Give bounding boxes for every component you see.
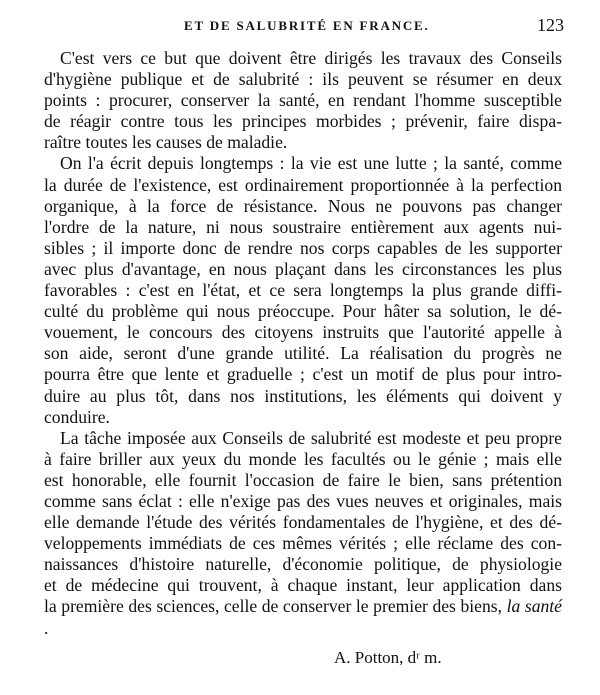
body-text <box>44 48 562 639</box>
text-fragment: la première des sciences, celle de conserver le premier des biens, <box>44 596 503 617</box>
text-line: de réagir contre tous les principes morbides ; prévenir, faire dispa- <box>44 111 562 132</box>
running-head <box>44 15 564 40</box>
text-line: duire au plus tôt, dans nos institutions, les éléments qui doivent y <box>44 385 562 406</box>
text-line: la durée de l'existence, est ordinairement proportionnée à la perfection <box>44 174 562 195</box>
text-line: son aide, seront d'une grande utilité. La réalisation du progrès ne <box>44 343 562 364</box>
text-line: On l'a écrit depuis longtemps : la vie est une lutte ; la santé, comme <box>60 153 562 174</box>
text-line: C'est vers ce but que doivent être dirigés les travaux des Conseils <box>60 48 562 68</box>
text-line: vouement, le concours des citoyens instruits que l'autorité appelle à <box>44 322 562 343</box>
text-line: naissances d'histoire naturelle, d'économie politique, de physiologie <box>44 554 562 575</box>
paragraph-3 <box>44 428 562 639</box>
paragraph-1 <box>44 48 562 153</box>
text-line: conduire. <box>44 406 110 427</box>
text-line: elle demande l'étude des vérités fondamentales de l'hygiène, et des dé- <box>44 512 562 533</box>
text-line: l'ordre de la nature, ni nous soustraire entièrement aux agents nui- <box>44 216 562 237</box>
text-line: à faire briller aux yeux du monde les facultés ou le génie ; mais elle <box>44 448 562 469</box>
text-line: La tâche imposée aux Conseils de salubrité est modeste et peu propre <box>60 427 562 448</box>
author-signature: A. Potton, dʳ m. <box>334 648 442 667</box>
text-line: et de médecine qui trouvent, à chaque instant, leur application dans <box>44 575 562 596</box>
paragraph-2 <box>44 153 562 427</box>
text-line: d'hygiène publique et de salubrité : ils peuvent se résumer en deux <box>44 69 562 90</box>
text-line-with-italic <box>44 596 562 617</box>
text-line: culté du problème qui nous préoccupe. Pour hâter sa solution, le dé- <box>44 301 562 322</box>
text-line: points : procurer, conserver la santé, en rendant l'homme susceptible <box>44 90 562 111</box>
italic-closing-words: la santé <box>506 596 562 617</box>
text-line: . <box>44 617 49 638</box>
text-line: est honorable, elle fournit l'occasion de faire le bien, sans prétention <box>44 469 562 490</box>
text-line: raître toutes les causes de maladie. <box>44 132 288 153</box>
text-line: comme sans éclat : elle n'exige pas des vues neuves et originales, mais <box>44 490 562 511</box>
text-line: organique, à la force de résistance. Nous ne pouvons pas changer <box>44 195 562 216</box>
text-line: avec plus d'avantage, en nous plaçant dans les circonstances les plus <box>44 258 562 279</box>
text-line: sibles ; il importe donc de rendre nos corps capables de les supporter <box>44 237 562 258</box>
text-line: veloppements immédiats de ces mêmes vérités ; elle réclame des con- <box>44 533 562 554</box>
page-number: 123 <box>537 15 564 35</box>
text-line: favorables : c'est en l'état, et ce sera longtemps la plus grande diffi- <box>44 280 562 301</box>
running-title: ET DE SALUBRITÉ EN FRANCE. <box>184 18 430 33</box>
text-line: pourra être que lente et graduelle ; c'est un motif de plus pour intro- <box>44 364 562 385</box>
